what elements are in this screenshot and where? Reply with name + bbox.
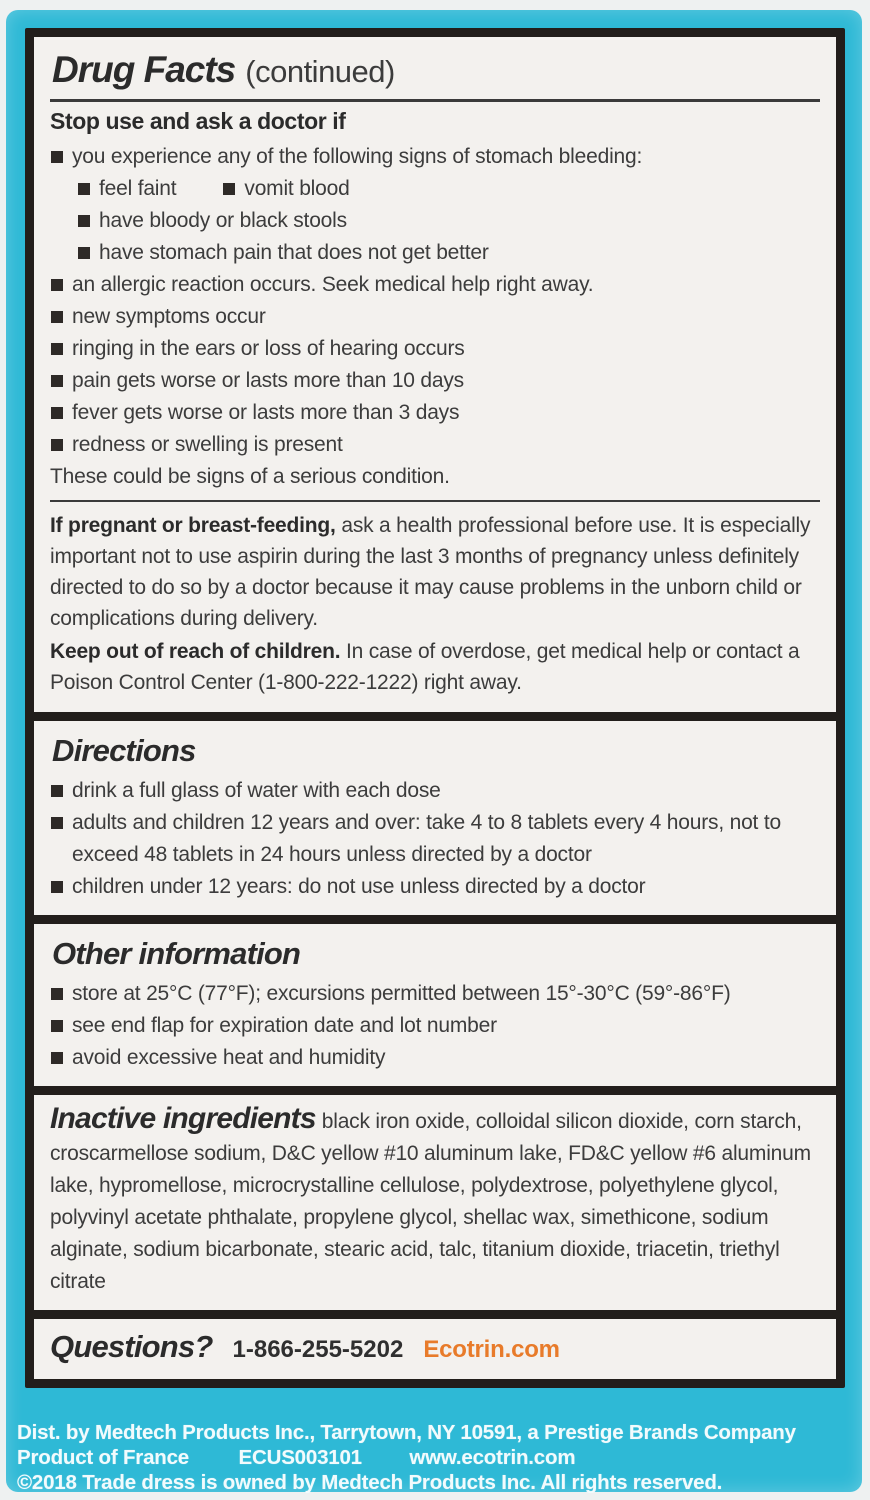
sub-bullet-item: vomit blood [222, 173, 349, 205]
bullet-item: you experience any of the following signs of stomach bleeding: [50, 141, 820, 173]
bullet-item: pain gets worse or lasts more than 10 days [50, 365, 820, 397]
pregnancy-warning [50, 510, 820, 634]
sub-bullet-row [77, 173, 820, 205]
stop-use-heading: Stop use and ask a doctor if [50, 108, 346, 134]
keep-out-of-reach-text: In case of overdose, get medical help or contact a Poison Control Center (1-800-222-1222) right away. [50, 640, 800, 694]
phone-number: 1-866-255-5202 [232, 1336, 404, 1363]
drug-facts-title: Drug Facts [52, 49, 236, 90]
inactive-ingredients-text: black iron oxide, colloidal silicon dioxide, corn starch, croscarmellose sodium, D&C yellow #10 aluminum lake, FD&C yellow #6 aluminum lake, hypromellose, microcrystalline cellulose, polydextrose, polyethylene glycol, polyvinyl acetate phthalate, propylene glycol, shellac wax, simethicone, sodium alginate, sodium bicarbonate, stearic acid, talc, titanium dioxide, triacetin, triethyl citrate [50, 1110, 811, 1293]
section-divider [50, 500, 820, 502]
drug-facts-main-panel [34, 37, 836, 712]
pregnancy-warning-text: ask a health professional before use. It is especially important not to use aspirin during the last 3 months of pregnancy unless definitely directed to do so by a doctor because it may cause problems in the unborn child or complications during delivery. [50, 514, 811, 630]
bullet-item: store at 25°C (77°F); excursions permitted between 15°-30°C (59°-86°F) [50, 978, 820, 1010]
directions-panel [34, 721, 836, 915]
other-information-panel [34, 924, 836, 1086]
bullet-item: avoid excessive heat and humidity [50, 1042, 820, 1074]
bullet-item: see end flap for expiration date and lot number [50, 1010, 820, 1042]
footer-product-line [17, 1445, 852, 1470]
other-information-heading: Other information [52, 936, 301, 971]
drug-facts-continued-label: (continued) [245, 54, 395, 89]
serious-condition-note: These could be signs of a serious condition. [50, 465, 450, 488]
inactive-ingredients-panel [34, 1095, 836, 1310]
footer-product-code: ECUS003101 [238, 1446, 362, 1469]
bullet-item: ringing in the ears or loss of hearing occurs [50, 333, 820, 365]
footer-product-of-france: Product of France [17, 1446, 190, 1469]
website-link: Ecotrin.com [423, 1336, 560, 1363]
sub-bullet-item: have stomach pain that does not get better [77, 237, 820, 269]
questions-panel [34, 1319, 836, 1379]
footer [6, 1388, 862, 1495]
footer-copyright-line: ©2018 Trade dress is owned by Medtech Products Inc. All rights reserved. [17, 1471, 723, 1494]
bullet-item: redness or swelling is present [50, 429, 820, 461]
title-divider [50, 99, 820, 102]
bullet-item: an allergic reaction occurs. Seek medical help right away. [50, 269, 820, 301]
pregnancy-warning-lead: If pregnant or breast-feeding, [50, 514, 336, 537]
footer-website: www.ecotrin.com [409, 1446, 576, 1469]
other-information-bullet-list [50, 978, 820, 1074]
bullet-item: adults and children 12 years and over: take 4 to 8 tablets every 4 hours, not to exceed 48 tablets in 24 hours unless directed by a doctor [50, 807, 820, 871]
bullet-item: children under 12 years: do not use unless directed by a doctor [50, 871, 820, 903]
directions-heading: Directions [52, 733, 196, 768]
inactive-ingredients-paragraph [50, 1103, 820, 1298]
inactive-ingredients-heading: Inactive ingredients [50, 1102, 316, 1135]
product-box-back-panel [6, 10, 862, 1492]
footer-distributor-line: Dist. by Medtech Products Inc., Tarrytown, NY 10591, a Prestige Brands Company [17, 1421, 796, 1444]
questions-heading: Questions? [50, 1329, 213, 1364]
bullet-item: drink a full glass of water with each dose [50, 775, 820, 807]
drug-facts-title-row [50, 43, 820, 95]
sub-bullet-item: feel faint [77, 173, 176, 205]
directions-bullet-list [50, 775, 820, 903]
stop-use-sub-bullet-list [50, 205, 820, 461]
sub-bullet-item: have bloody or black stools [77, 205, 820, 237]
bullet-item: fever gets worse or lasts more than 3 days [50, 397, 820, 429]
bullet-item: new symptoms occur [50, 301, 820, 333]
keep-out-of-reach-warning [50, 636, 820, 698]
keep-out-of-reach-lead: Keep out of reach of children. [50, 640, 341, 663]
drug-facts-label-frame [25, 28, 845, 1388]
stop-use-bullet-list [50, 141, 820, 173]
